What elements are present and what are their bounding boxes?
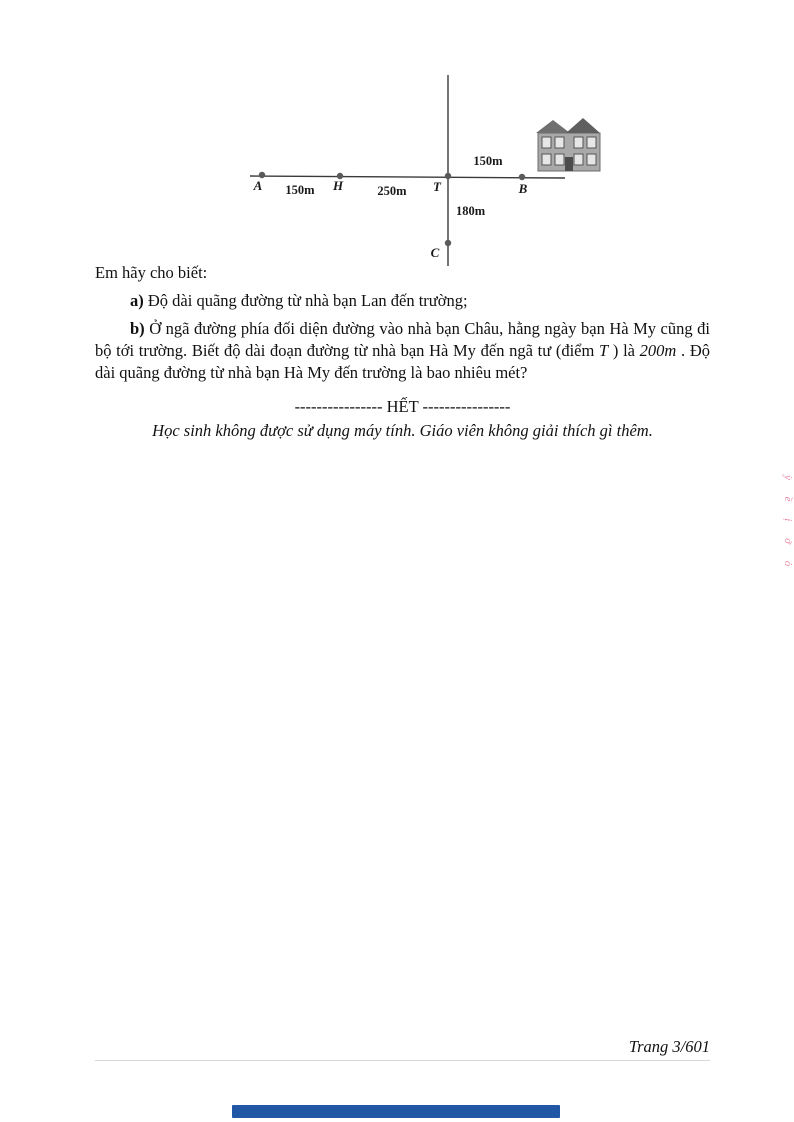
question-b [95, 318, 710, 384]
side-watermark: ỳ ề ị ớ ỏ [782, 475, 794, 574]
footer-link-bar[interactable] [232, 1105, 560, 1118]
distance-tc-label: 180m [456, 204, 486, 218]
point-b-dot [519, 174, 525, 180]
page-number: Trang 3/601 [628, 1037, 710, 1056]
question-a-text: Độ dài quãng đường từ nhà bạn Lan đến trường; [143, 291, 468, 310]
het-divider-line: ---------------- HẾT ---------------- [294, 397, 511, 416]
question-b-point-t: T [599, 341, 609, 360]
exam-note-line: Học sinh không được sử dụng máy tính. Giáo viên không giải thích gì thêm. [152, 421, 653, 440]
point-t-dot [445, 173, 451, 179]
question-b-text-3: . Độ dài quãng đường từ nhà bạn Hà My đến trường là bao nhiêu mét? [95, 341, 710, 382]
horizontal-road-line [250, 176, 565, 178]
question-b-marker: b) [130, 319, 145, 338]
distance-ah-label: 150m [285, 183, 315, 197]
distance-tb-label: 150m [473, 154, 503, 168]
question-a-marker: a) [130, 291, 144, 310]
point-c-dot [445, 240, 451, 246]
question-b-text-2: ) là [608, 341, 640, 360]
point-h-label: H [332, 178, 344, 193]
road-diagram [225, 65, 625, 275]
question-a [130, 290, 710, 312]
distance-ht-label: 250m [377, 184, 407, 198]
question-b-200m: 200m [639, 341, 677, 360]
question-b-text-1: Ở ngã đường phía đối diện đường vào nhà bạn Châu, hằng ngày bạn Hà My cũng đi bộ tới trường. Biết độ dài đoạn đường từ nhà bạn Hà My đến ngã tư (điểm [95, 319, 710, 360]
footer-divider [95, 1060, 710, 1061]
point-t-label: T [433, 179, 441, 194]
point-c-label: C [430, 245, 440, 260]
school-building-image [536, 118, 600, 171]
intro-line: Em hãy cho biết: [95, 263, 208, 282]
point-b-label: B [518, 181, 528, 196]
point-a-label: A [253, 178, 263, 193]
